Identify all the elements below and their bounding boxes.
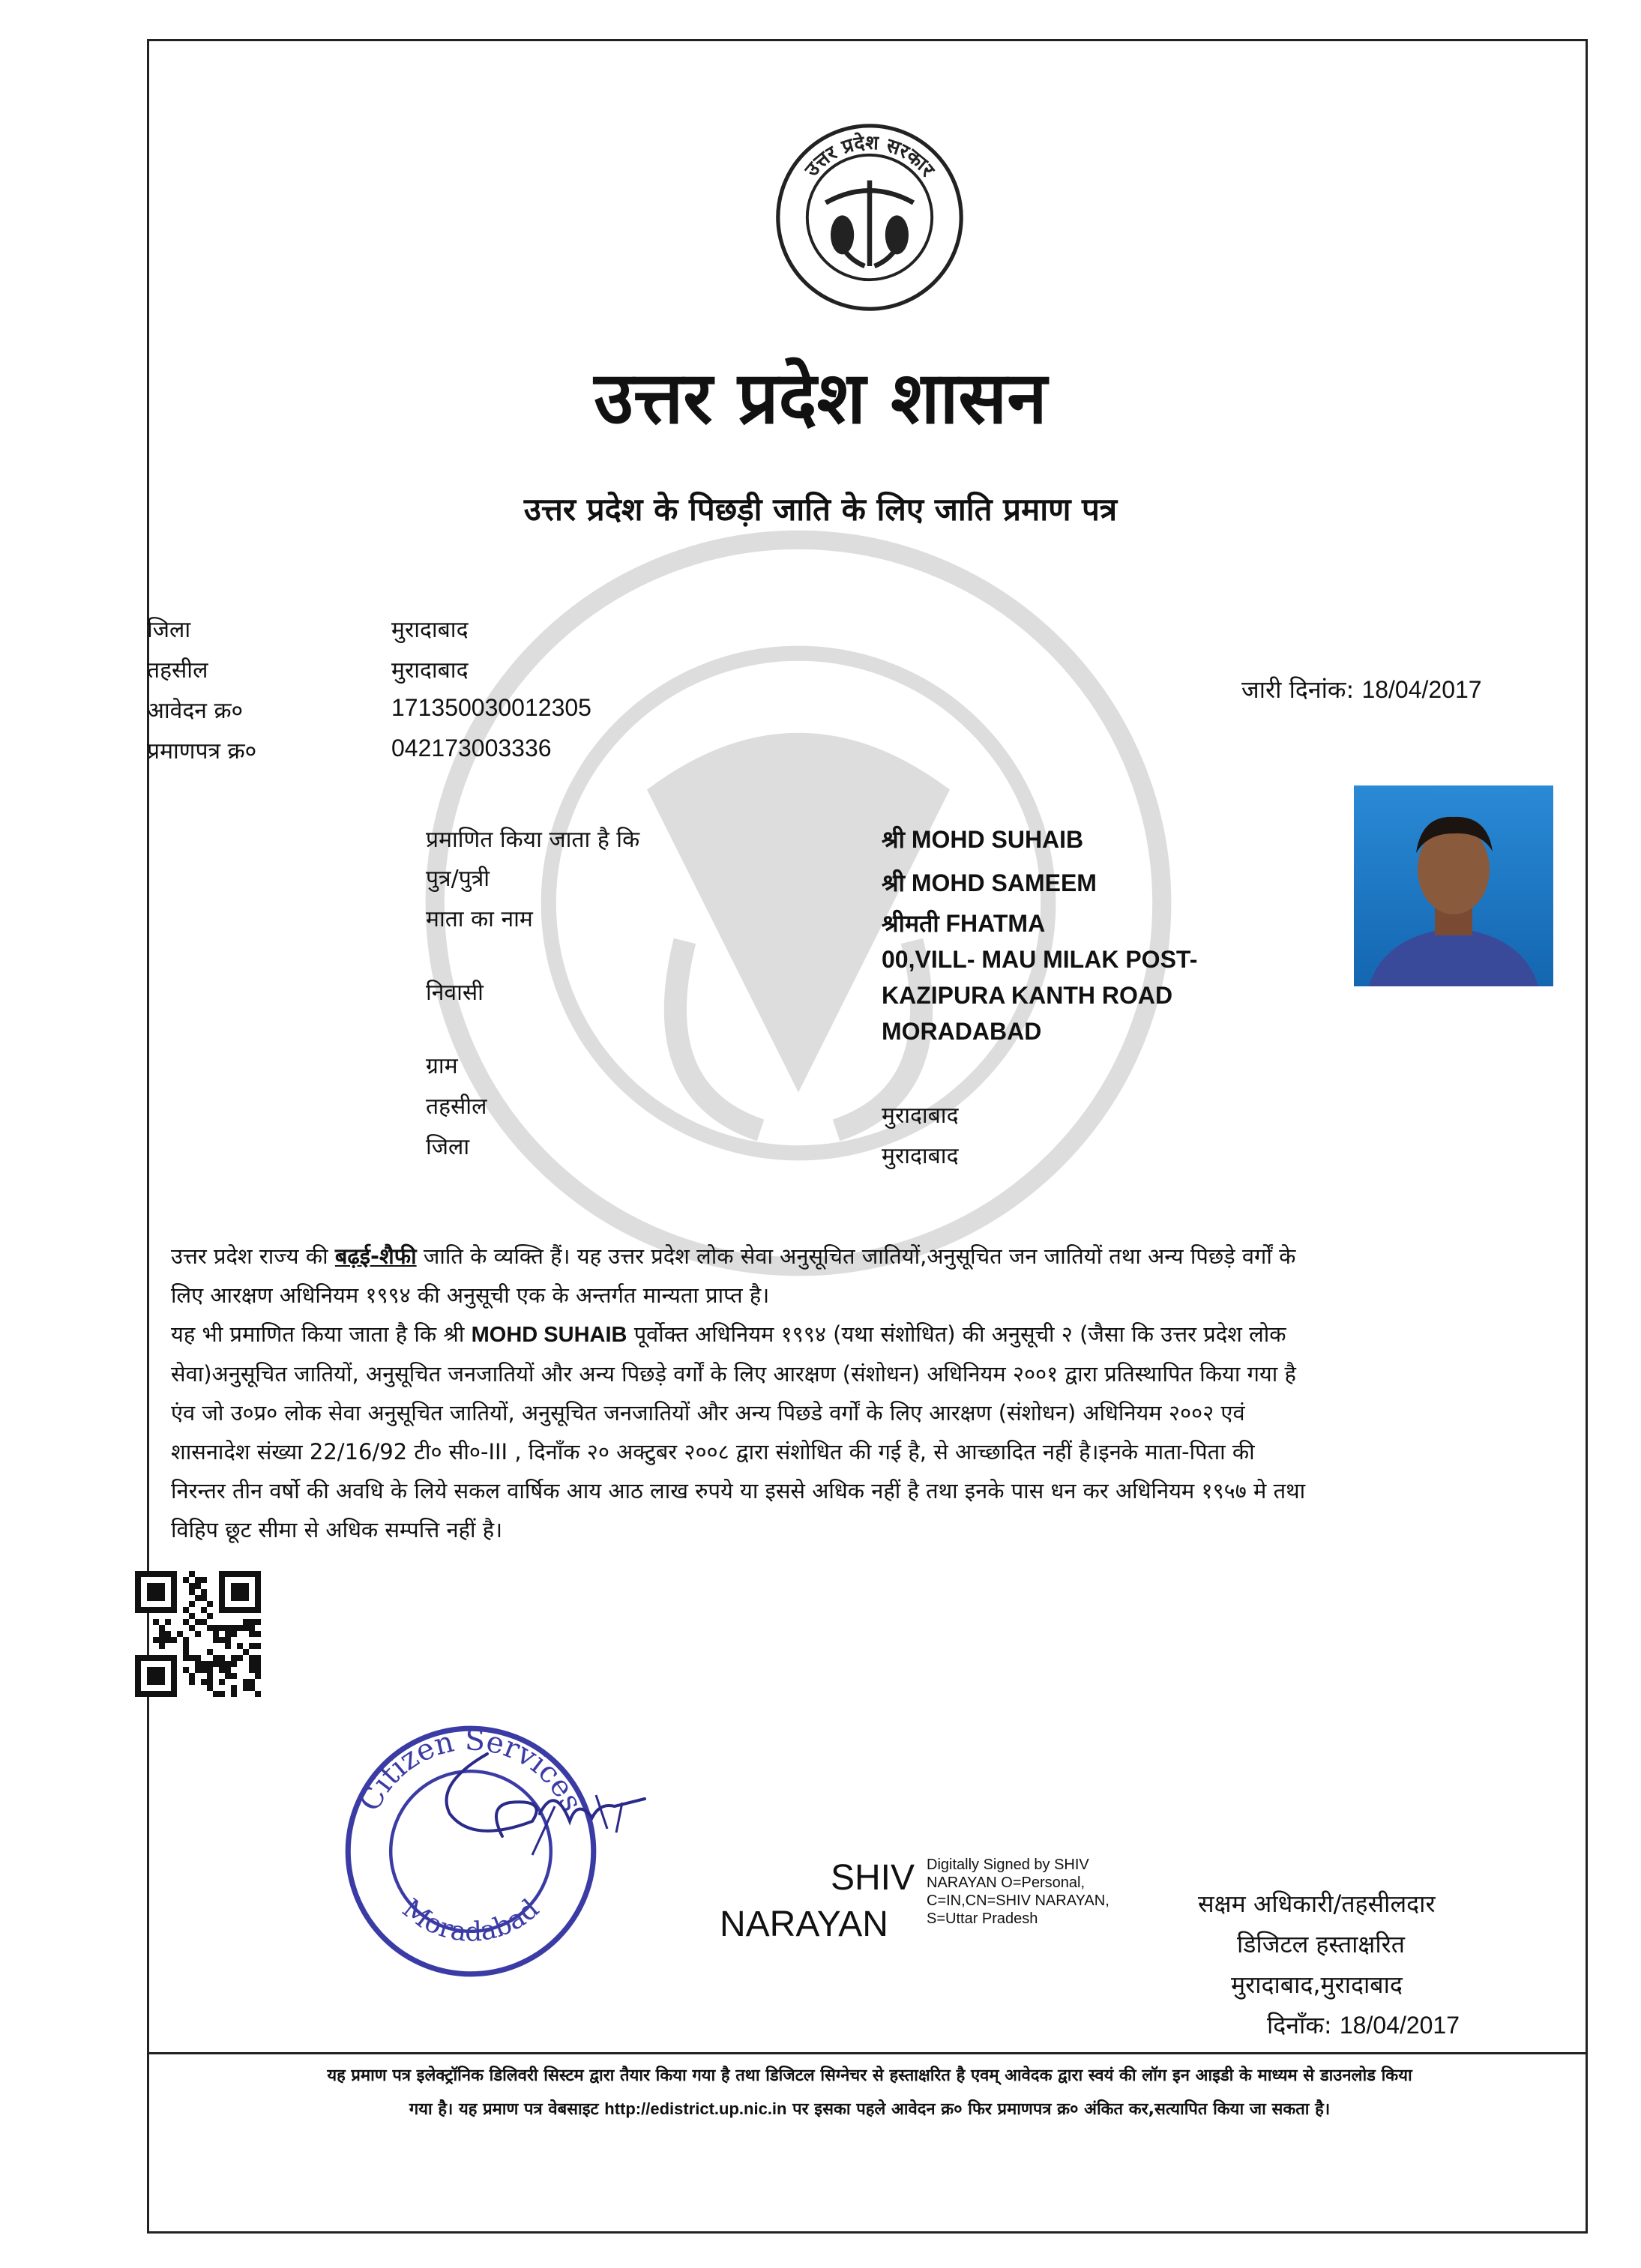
certified-label: प्रमाणित किया जाता है कि — [426, 827, 640, 853]
handwritten-signature-icon — [420, 1731, 660, 1866]
person-district-label: जिला — [426, 1134, 470, 1160]
village-label: ग्राम — [426, 1053, 458, 1079]
district-label: जिला — [147, 617, 191, 643]
person-tehsil-label: तहसील — [426, 1094, 487, 1120]
svg-text:Moradabad — [397, 1893, 545, 1948]
application-number: 171350030012305 — [391, 694, 591, 721]
signature-detail: S=Uttar Pradesh — [927, 1910, 1038, 1927]
authority-title: सक्षम अधिकारी/तहसीलदार — [1198, 1890, 1436, 1918]
application-label: आवेदन क्र० — [147, 698, 244, 724]
body-line: एंव जो उ०प्र० लोक सेवा अनुसूचित जातियों, अनुसूचित जनजातियों और अन्य पिछडे वर्गों के लिए आरक्षण (संशोधन) अधिनियम २००२ एवं — [171, 1400, 1245, 1426]
emblem-icon — [772, 120, 967, 315]
verification-link[interactable]: http://edistrict.up.nic.in — [604, 2099, 787, 2118]
authority-digital: डिजिटल हस्ताक्षरित — [1237, 1930, 1405, 1958]
applicant-photo — [1354, 785, 1553, 986]
address-line-1: 00,VILL- MAU MILAK POST- — [882, 946, 1198, 973]
mother-name: श्रीमती FHATMA — [882, 910, 1046, 937]
page-title: उत्तर प्रदेश शासन — [594, 355, 1047, 440]
tehsil-value: मुरादाबाद — [391, 657, 469, 684]
digital-signature-details — [927, 1856, 1109, 1928]
tehsil-label: तहसील — [147, 657, 208, 684]
person-district-value: मुरादाबाद — [882, 1143, 959, 1169]
footer-line-1: यह प्रमाण पत्र इलेक्ट्रॉनिक डिलिवरी सिस्टम द्वारा तैयार किया गया है तथा डिजिटल सिग्नेचर से हस्ताक्षरित है एवम् आवेदक द्वारा स्वयं की लॉग इन आइडी के माध्यम से डाउनलोड किया — [327, 2066, 1412, 2085]
mother-label: माता का नाम — [426, 906, 533, 932]
footer-line-2: गया है। यह प्रमाण पत्र वेबसाइट http://edistrict.up.nic.in पर इसका पहले आवेदन क्र० फिर प्रमाणपत्र क्र० अंकित कर,सत्यापित किया जा सकता है। — [409, 2099, 1331, 2119]
signature-detail: Digitally Signed by SHIV — [927, 1857, 1089, 1873]
certificate-label: प्रमाणपत्र क्र० — [147, 738, 257, 764]
authority-date — [1267, 2009, 1460, 2041]
body-line: सेवा)अनुसूचित जातियों, अनुसूचित जनजातियों और अन्य पिछड़े वर्गों के लिए आरक्षण (संशोधन) अधिनियम २००१ द्वारा प्रतिस्थापित किया गया है — [171, 1361, 1296, 1387]
watermark-emblem-icon — [420, 525, 1177, 1282]
address-line-2: KAZIPURA KANTH ROAD — [882, 982, 1173, 1009]
person-tehsil-value: मुरादाबाद — [882, 1103, 959, 1129]
authority-date-label: दिनाँक: — [1267, 2011, 1332, 2039]
authority-date-value: 18/04/2017 — [1339, 2012, 1460, 2039]
footer-divider — [147, 2052, 1588, 2054]
signature-detail: NARAYAN O=Personal, — [927, 1875, 1086, 1891]
son-label: पुत्र/पुत्री — [426, 866, 490, 892]
qr-code-icon — [135, 1571, 261, 1697]
signer-name-line1: SHIV — [831, 1858, 915, 1898]
body-line: शासनादेश संख्या 22/16/92 टी० सी०-III , दिनाँक २० अक्टुबर २००८ द्वारा संशोधित की गई है, से आच्छादित नहीं है।इनके माता-पिता की — [171, 1439, 1255, 1465]
body-line: निरन्तर तीन वर्षो की अवधि के लिये सकल वार्षिक आय आठ लाख रुपये या इससे अधिक नहीं है तथा इनके पास धन कर अधिनियम १९५७ मे तथा — [171, 1478, 1306, 1504]
authority-location: मुरादाबाद,मुरादाबाद — [1231, 1970, 1403, 1999]
body-line: यह भी प्रमाणित किया जाता है कि श्री MOHD SUHAIB पूर्वोक्त अधिनियम १९९४ (यथा संशोधित) की अनुसूची २ (जैसा कि उत्तर प्रदेश लोक — [171, 1321, 1286, 1347]
signature-detail: C=IN,CN=SHIV NARAYAN, — [927, 1892, 1109, 1909]
father-name: श्री MOHD SAMEEM — [882, 869, 1097, 896]
issue-date-value: 18/04/2017 — [1361, 676, 1482, 703]
stamp-top-text: Citizen Services — [352, 1723, 589, 1817]
body-line: विहिप छूट सीमा से अधिक सम्पत्ति नहीं है। — [171, 1517, 503, 1542]
applicant-name: श्री MOHD SUHAIB — [882, 826, 1084, 853]
signer-name-line2: NARAYAN — [720, 1904, 888, 1944]
resident-label: निवासी — [426, 980, 484, 1006]
certificate-subtitle: उत्तर प्रदेश के पिछड़ी जाति के लिए जाति प्रमाण पत्र — [523, 491, 1118, 528]
footer-note — [165, 2060, 1574, 2126]
caste-name: बढ़ई-शैफी — [334, 1243, 417, 1269]
body-line: लिए आरक्षण अधिनियम १९९४ की अनुसूची एक के अन्तर्गत मान्यता प्राप्त है। — [171, 1282, 770, 1308]
issue-date — [1241, 673, 1482, 705]
certificate-number: 042173003336 — [391, 735, 552, 761]
body-applicant-name: MOHD SUHAIB — [471, 1323, 627, 1347]
certificate-body — [171, 1237, 1565, 1549]
stamp-bottom-text: Moradabad — [396, 1892, 545, 1948]
district-value: मुरादाबाद — [391, 617, 469, 643]
address-line-3: MORADABAD — [882, 1018, 1042, 1045]
issue-date-label: जारी दिनांक: — [1241, 675, 1355, 704]
emblem-text: उत्तर प्रदेश सरकार — [801, 131, 939, 181]
body-line: उत्तर प्रदेश राज्य की बढ़ई-शैफी जाति के व्यक्ति हैं। यह उत्तर प्रदेश लोक सेवा अनुसूचित जातियों,अनुसूचित जन जातियों तथा अन्य पिछड़े वर्गों के — [171, 1243, 1296, 1269]
